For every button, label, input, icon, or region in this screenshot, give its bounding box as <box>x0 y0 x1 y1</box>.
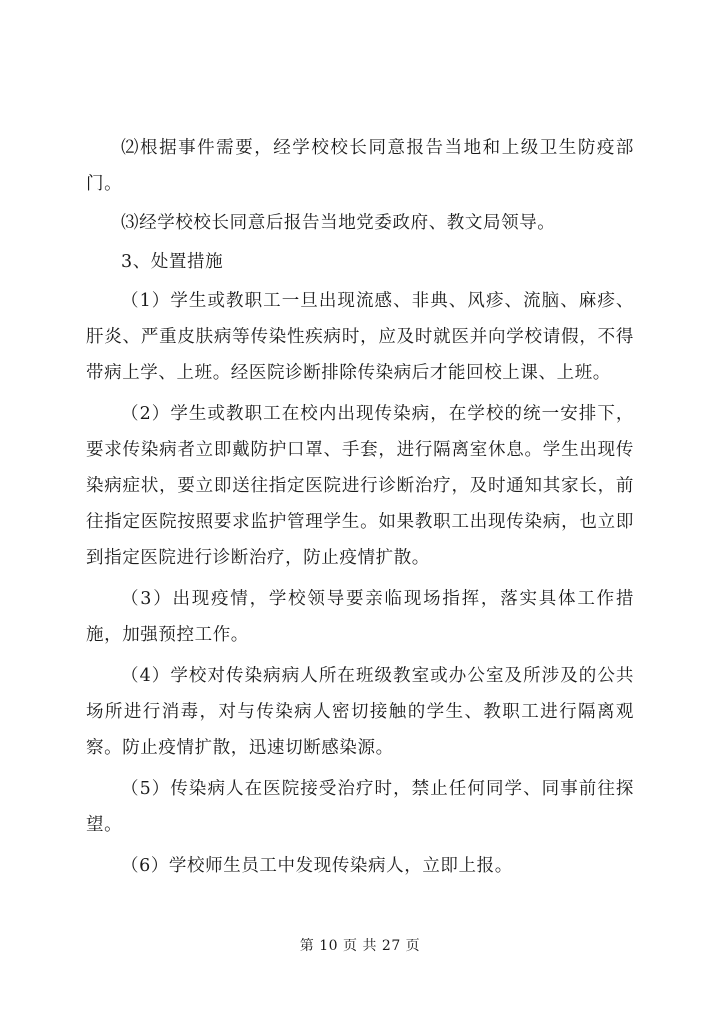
paragraph-measure-1: （1）学生或教职工一旦出现流感、非典、风疹、流脑、麻疹、肝炎、严重皮肤病等传染性疾病时，应及时就医并向学校请假，不得带病上学、上班。经医院诊断排除传染病后才能回校上课、上班。 <box>86 291 634 383</box>
paragraph-report-epidemic-dept: ⑵根据事件需要，经学校校长同意报告当地和上级卫生防疫部门。 <box>86 138 634 194</box>
paragraph-measure-4: （4）学校对传染病病人所在班级教室或办公室及所涉及的公共场所进行消毒，对与传染病人密切接触的学生、教职工进行隔离观察。防止疫情扩散，迅速切断感染源。 <box>86 666 634 758</box>
paragraph-report-party-committee: ⑶经学校校长同意后报告当地党委政府、教文局领导。 <box>121 213 556 233</box>
page-number-footer: 第 10 页 共 27 页 <box>299 938 421 954</box>
paragraph-measure-5: （5）传染病人在医院接受治疗时，禁止任何同学、同事前往探望。 <box>86 779 634 835</box>
paragraph-measure-6: （6）学校师生员工中发现传染病人，立即上报。 <box>121 856 513 876</box>
document-body <box>86 130 634 884</box>
paragraph-measure-2: （2）学生或教职工在校内出现传染病，在学校的统一安排下，要求传染病者立即戴防护口罩、手套，进行隔离室休息。学生出现传染病症状，要立即送往指定医院进行诊断治疗，及时通知其家长，前往指定医院按照要求监护管理学生。如果教职工出现传染病，也立即到指定医院进行诊断治疗，防止疫情扩散。 <box>86 404 634 568</box>
paragraph-measure-3: （3）出现疫情，学校领导要亲临现场指挥，落实具体工作措施，加强预控工作。 <box>86 589 634 645</box>
section-heading-measures: 3、处置措施 <box>121 252 224 272</box>
